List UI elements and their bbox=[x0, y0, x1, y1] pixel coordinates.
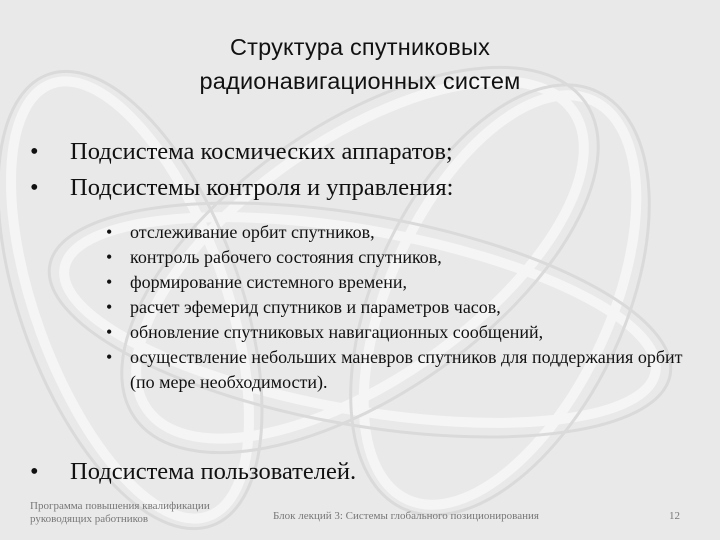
sub-list-item-text: обновление спутниковых навигационных сообщений, bbox=[130, 322, 544, 342]
sub-list-item-text: формирование системного времени, bbox=[130, 272, 407, 292]
title-line-1: Структура спутниковых bbox=[229, 34, 491, 60]
bullet-icon: • bbox=[30, 174, 39, 201]
bullet-icon: • bbox=[30, 458, 39, 485]
list-item bbox=[30, 134, 690, 170]
page-number: 12 bbox=[669, 510, 680, 522]
sub-list-item bbox=[106, 245, 686, 270]
main-bullet-list bbox=[30, 134, 690, 206]
list-item-text: Подсистема космических аппаратов; bbox=[70, 138, 453, 165]
bullet-icon: • bbox=[106, 297, 113, 317]
slide-title bbox=[90, 30, 630, 98]
bullet-icon: • bbox=[106, 247, 113, 267]
sub-list-item-text: контроль рабочего состояния спутников, bbox=[130, 247, 442, 267]
sub-bullet-list bbox=[106, 220, 686, 395]
sub-list-item bbox=[106, 270, 686, 295]
sub-list-item bbox=[106, 220, 686, 245]
bullet-icon: • bbox=[106, 222, 113, 242]
bullet-icon: • bbox=[106, 347, 113, 367]
list-item-text: Подсистемы контроля и управления: bbox=[70, 174, 454, 201]
sub-list-item-text: осуществление небольших маневров спутников для поддержания орбит (по мере необходимости). bbox=[130, 347, 683, 392]
sub-list-item-text: отслеживание орбит спутников, bbox=[130, 222, 375, 242]
bullet-icon: • bbox=[30, 138, 39, 165]
footer-program-line-2: руководящих работников bbox=[30, 513, 149, 525]
sub-list-item-text: расчет эфемерид спутников и параметров часов, bbox=[130, 297, 501, 317]
footer-program bbox=[30, 500, 250, 526]
bullet-icon: • bbox=[106, 272, 113, 292]
sub-list-item bbox=[106, 345, 686, 395]
list-item bbox=[30, 454, 720, 490]
footer-program-line-1: Программа повышения квалификации bbox=[30, 500, 210, 512]
sub-list-item bbox=[106, 320, 686, 345]
footer-block-title: Блок лекций 3: Системы глобального позиционирования bbox=[273, 510, 539, 522]
sub-list-item bbox=[106, 295, 686, 320]
bullet-icon: • bbox=[106, 322, 113, 342]
list-item bbox=[30, 170, 690, 206]
title-line-2: радионавигационных систем bbox=[199, 68, 521, 94]
list-item-text: Подсистема пользователей. bbox=[70, 458, 357, 485]
